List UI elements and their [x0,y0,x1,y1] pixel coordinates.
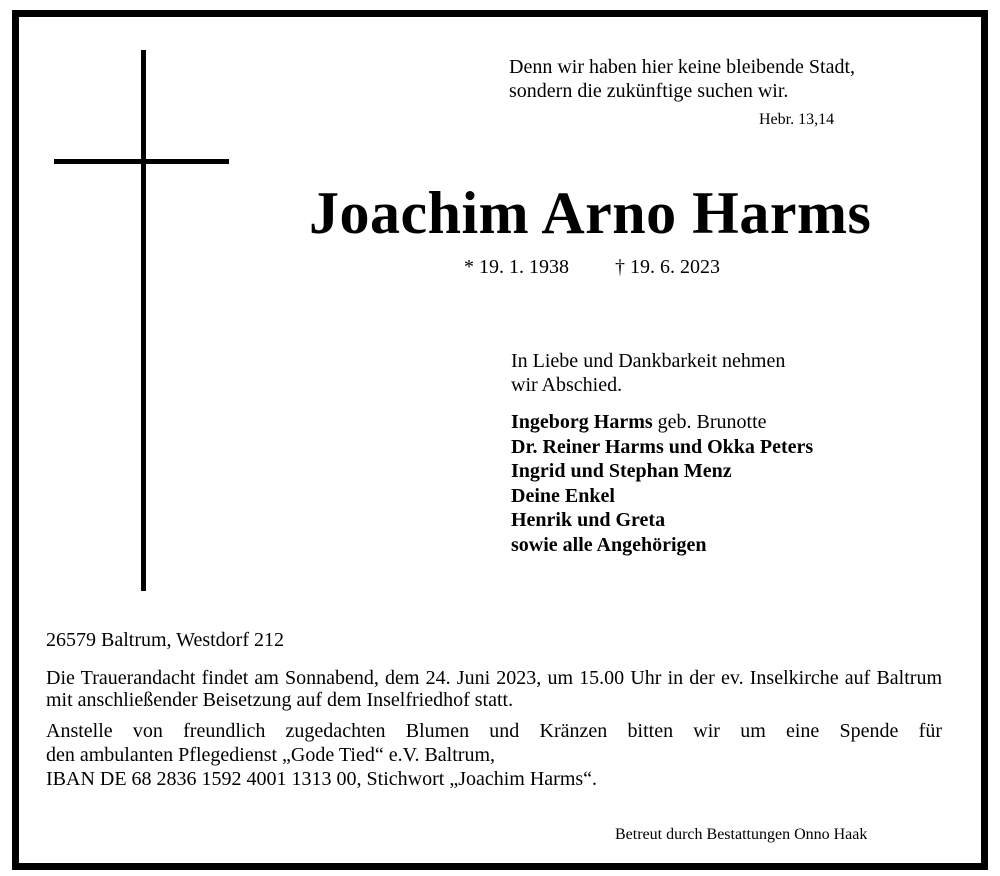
family-member: sowie alle Angehörigen [511,533,707,556]
obituary-notice [12,10,988,870]
cross-vertical-bar [141,50,146,591]
family-member: Deine Enkel [511,484,615,507]
verse-line-2: sondern die zukünftige suchen wir. [509,80,789,102]
address: 26579 Baltrum, Westdorf 212 [46,629,284,651]
donation-line-2: den ambulanten Pflegedienst „Gode Tied“ e.V. Baltrum, [46,744,495,766]
farewell-text [511,349,785,397]
family-member: Henrik und Greta [511,509,666,531]
service-info [46,667,942,711]
cross-horizontal-bar [54,159,229,164]
service-line-2: Inselkirche auf Baltrum mit anschließender Beisetzung auf dem Inselfriedhof statt. [46,667,943,711]
farewell-line-2: wir Abschied. [511,374,623,396]
family-member [511,410,813,435]
family-list [511,410,813,557]
farewell-line-1: In Liebe und Dankbarkeit nehmen [511,350,786,372]
donation-info [46,719,942,791]
service-line-1: Die Trauerandacht findet am Sonnabend, dem 24. Juni 2023, um 15.00 Uhr in der ev. [46,667,744,689]
life-dates [464,256,720,279]
funeral-home-credit: Betreut durch Bestattungen Onno Haak [615,826,868,843]
family-member: Dr. Reiner Harms und Okka Peters [511,435,814,458]
verse-line-1: Denn wir haben hier keine bleibende Stadt, [509,56,855,78]
verse-reference: Hebr. 13,14 [759,111,835,128]
donation-line-3: IBAN DE 68 2836 1592 4001 1313 00, Stichwort „Joachim Harms“. [46,768,598,790]
family-member: Ingrid und Stephan Menz [511,460,732,482]
family-member-suffix: geb. Brunotte [652,411,767,433]
family-member-name: Ingeborg Harms [511,411,653,433]
donation-line-1: Anstelle von freundlich zugedachten Blumen und Kränzen bitten wir um eine Spende für [46,720,942,742]
birth-date: * 19. 1. 1938 [464,256,569,278]
deceased-name: Joachim Arno Harms [309,180,872,246]
death-date: † 19. 6. 2023 [615,256,720,278]
bible-verse [509,55,855,103]
